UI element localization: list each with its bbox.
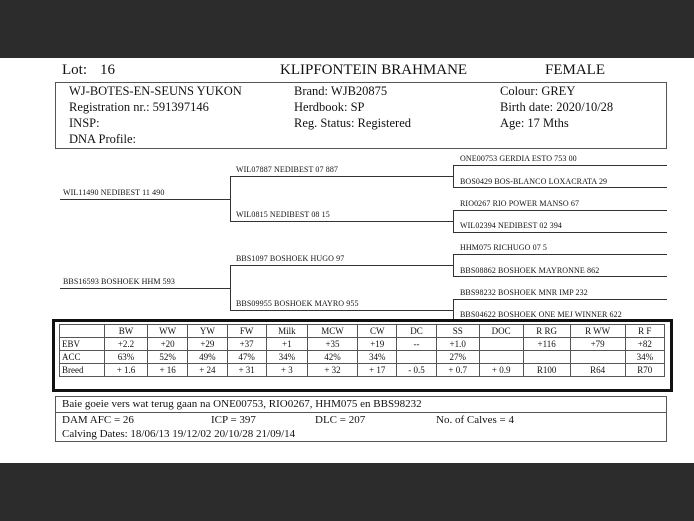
ebv-cell: + 0.9 — [479, 364, 523, 377]
ebv-cell — [397, 351, 436, 364]
ebv-cell — [570, 351, 625, 364]
ebv-column-header: WW — [148, 325, 188, 338]
registration-number: Registration nr.: 591397146 — [69, 100, 209, 114]
ebv-cell — [479, 351, 523, 364]
ebv-cell: +82 — [625, 338, 664, 351]
icp: ICP = 397 — [211, 414, 256, 426]
ebv-cell — [479, 338, 523, 351]
table-row — [60, 364, 665, 377]
ebv-column-header: R WW — [570, 325, 625, 338]
breeder-name: KLIPFONTEIN BRAHMANE — [280, 62, 468, 78]
colour: Colour: GREY — [500, 84, 576, 98]
ebv-cell: +79 — [570, 338, 625, 351]
dlc: DLC = 207 — [315, 414, 366, 426]
comment-text: Baie goeie vers wat terug gaan na ONE00753, RIO0267, HHM075 en BBS98232 — [62, 398, 422, 410]
dam-afc: DAM AFC = 26 — [62, 414, 134, 426]
lot-number: 16 — [100, 62, 115, 78]
ebv-row-label: ACC — [60, 351, 105, 364]
ebv-cell: + 3 — [266, 364, 307, 377]
pedigree-ggp: BBS04622 BOSHOEK ONE MEJ WINNER 622 — [460, 310, 622, 319]
lot-label: Lot: — [62, 62, 87, 78]
ebv-row-label: EBV — [60, 338, 105, 351]
ebv-header-row — [60, 325, 665, 338]
ebv-column-header: CW — [358, 325, 397, 338]
pedigree-ggp: BBS98232 BOSHOEK MNR IMP 232 — [460, 288, 588, 297]
ebv-cell: +20 — [148, 338, 188, 351]
birth-date: Birth date: 2020/10/28 — [500, 100, 614, 114]
table-row — [60, 351, 665, 364]
ebv-column-header: DC — [397, 325, 436, 338]
ebv-cell: - 0.5 — [397, 364, 436, 377]
ebv-column-header: FW — [227, 325, 266, 338]
ebv-row-label: Breed — [60, 364, 105, 377]
pedigree-sire: WIL11490 NEDIBEST 11 490 — [63, 188, 165, 197]
pedigree-ggp: BBS08862 BOSHOEK MAYRONNE 862 — [460, 266, 600, 275]
reg-status: Reg. Status: Registered — [294, 116, 411, 130]
ebv-cell — [523, 351, 570, 364]
ebv-cell: +1.0 — [436, 338, 479, 351]
pedigree-ggp: ONE00753 GERDIA ESTO 753 00 — [460, 154, 577, 163]
pedigree-dam: BBS16593 BOSHOEK HHM 593 — [63, 277, 175, 286]
ebv-cell: 34% — [625, 351, 664, 364]
pedigree-sire-dam: WIL0815 NEDIBEST 08 15 — [236, 210, 330, 219]
pedigree-dam-dam: BBS09955 BOSHOEK MAYRO 955 — [236, 299, 359, 308]
animal-name: WJ-BOTES-EN-SEUNS YUKON — [69, 84, 242, 98]
ebv-cell: +37 — [227, 338, 266, 351]
ebv-cell: +2.2 — [105, 338, 148, 351]
pedigree-dam-sire: BBS1097 BOSHOEK HUGO 97 — [236, 254, 345, 263]
animal-sex: FEMALE — [545, 62, 605, 78]
ebv-cell: 52% — [148, 351, 188, 364]
ebv-column-header: Milk — [266, 325, 307, 338]
pedigree-ggp: WIL02394 NEDIBEST 02 394 — [460, 221, 563, 230]
ebv-cell: +19 — [358, 338, 397, 351]
ebv-cell: + 1.6 — [105, 364, 148, 377]
ebv-cell: 47% — [227, 351, 266, 364]
catalogue-sheet — [0, 58, 694, 463]
pedigree-ggp: RIO0267 RIO POWER MANSO 67 — [460, 199, 580, 208]
ebv-column-header: SS — [436, 325, 479, 338]
ebv-cell: 34% — [266, 351, 307, 364]
ebv-cell: 34% — [358, 351, 397, 364]
ebv-cell: + 0.7 — [436, 364, 479, 377]
age: Age: 17 Mths — [500, 116, 569, 130]
ebv-cell: 27% — [436, 351, 479, 364]
ebv-cell: + 17 — [358, 364, 397, 377]
ebv-cell: + 31 — [227, 364, 266, 377]
table-row — [60, 338, 665, 351]
pedigree-ggp: BOS0429 BOS-BLANCO LOXACRATA 29 — [460, 177, 608, 186]
ebv-corner-cell — [60, 325, 105, 338]
pedigree-ggp: HHM075 RICHUGO 07 5 — [460, 243, 548, 252]
herdbook: Herdbook: SP — [294, 100, 365, 114]
ebv-cell: 42% — [307, 351, 357, 364]
number-of-calves: No. of Calves = 4 — [436, 414, 514, 426]
ebv-cell: 63% — [105, 351, 148, 364]
ebv-cell: +1 — [266, 338, 307, 351]
ebv-cell: +116 — [523, 338, 570, 351]
brand: Brand: WJB20875 — [294, 84, 388, 98]
insp-label: INSP: — [69, 116, 100, 130]
ebv-cell: R70 — [625, 364, 664, 377]
ebv-table — [59, 324, 665, 377]
ebv-column-header: DOC — [479, 325, 523, 338]
ebv-cell: + 24 — [188, 364, 227, 377]
ebv-column-header: BW — [105, 325, 148, 338]
calving-dates: Calving Dates: 18/06/13 19/12/02 20/10/28 21/09/14 — [62, 428, 296, 440]
ebv-cell: + 32 — [307, 364, 357, 377]
ebv-cell: 49% — [188, 351, 227, 364]
ebv-column-header: R RG — [523, 325, 570, 338]
dna-profile-label: DNA Profile: — [69, 132, 137, 146]
ebv-cell: + 16 — [148, 364, 188, 377]
ebv-cell: +35 — [307, 338, 357, 351]
ebv-column-header: YW — [188, 325, 227, 338]
ebv-cell: R64 — [570, 364, 625, 377]
pedigree-sire-sire: WIL07887 NEDIBEST 07 887 — [236, 165, 339, 174]
ebv-cell: R100 — [523, 364, 570, 377]
ebv-column-header: R F — [625, 325, 664, 338]
ebv-cell: -- — [397, 338, 436, 351]
ebv-column-header: MCW — [307, 325, 357, 338]
ebv-cell: +29 — [188, 338, 227, 351]
